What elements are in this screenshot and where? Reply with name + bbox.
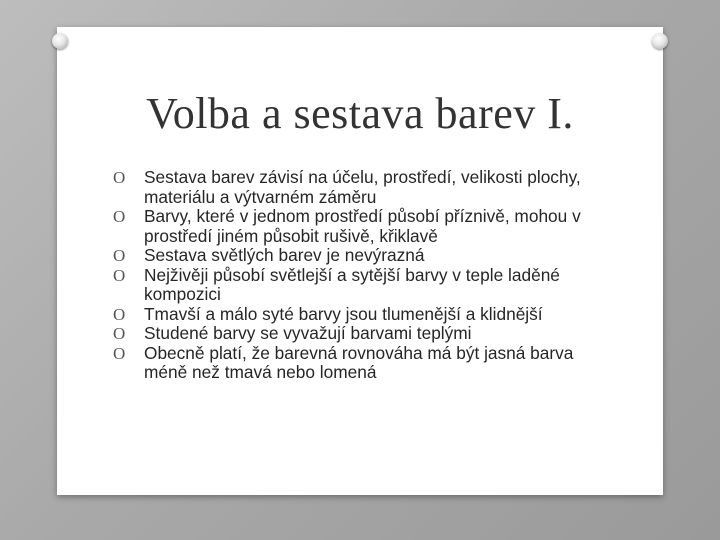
bullet-item xyxy=(113,207,603,246)
bullet-list xyxy=(113,168,603,383)
bullet-text: Obecně platí, že barevná rovnováha má být jasná barva méně než tmavá nebo lomená xyxy=(144,342,574,382)
bullet-circle-icon: O xyxy=(113,207,126,226)
pushpin-icon-left xyxy=(52,33,68,49)
bullet-item xyxy=(113,305,603,325)
bullet-text: Tmavší a málo syté barvy jsou tlumenější a klidnější xyxy=(144,303,543,324)
bullet-circle-icon: O xyxy=(113,304,126,324)
bullet-item xyxy=(113,168,603,207)
bullet-circle-icon: O xyxy=(113,168,126,187)
bullet-text: Barvy, které v jednom prostředí působí příznivě, mohou v prostředí jiném působit rušivě, křiklavě xyxy=(144,206,581,246)
bullet-text: Sestava barev závisí na účelu, prostředí, velikosti plochy, materiálu a výtvarném záměru xyxy=(144,167,581,207)
pushpin-icon-right xyxy=(652,33,668,49)
bullet-item xyxy=(113,246,603,266)
slide-title: Volba a sestava barev I. xyxy=(146,89,574,138)
bullet-item xyxy=(113,266,603,305)
bullet-text: Studené barvy se vyvažují barvami teplými xyxy=(144,323,472,343)
bullet-text: Nejživěji působí světlejší a sytější barvy v teple laděné kompozici xyxy=(144,264,560,304)
bullet-circle-icon: O xyxy=(113,265,126,285)
bullet-item xyxy=(113,324,603,344)
bullet-circle-icon: O xyxy=(113,246,126,265)
bullet-circle-icon: O xyxy=(113,324,126,343)
bullet-circle-icon: O xyxy=(113,343,126,363)
bullet-text: Sestava světlých barev je nevýrazná xyxy=(144,245,425,265)
bullet-item xyxy=(113,344,603,383)
